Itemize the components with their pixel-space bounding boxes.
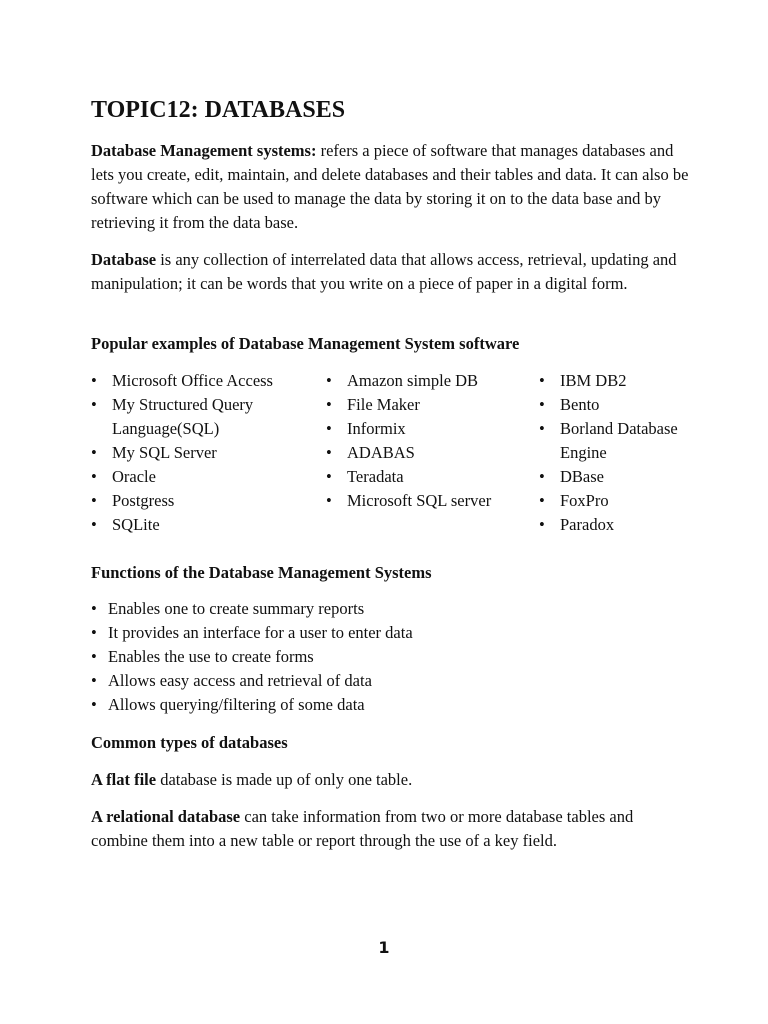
functions-heading: Functions of the Database Management Systems	[91, 563, 432, 582]
list-item: • Informix	[326, 417, 526, 441]
list-item: • Borland Database Engine	[539, 417, 699, 465]
relational-term: A relational database	[91, 807, 241, 826]
examples-heading: Popular examples of Database Management System software	[91, 334, 520, 353]
list-item: • Paradox	[539, 513, 699, 537]
flat-file-term: A flat file	[91, 770, 157, 789]
list-item: • Teradata	[326, 465, 526, 489]
list-item: • FoxPro	[539, 489, 699, 513]
database-term: Database	[91, 250, 157, 269]
types-heading: Common types of databases	[91, 733, 288, 752]
flat-file-text: database is made up of only one table.	[156, 770, 413, 789]
list-item: • Bento	[539, 393, 699, 417]
functions-list	[91, 597, 591, 717]
relational-definition	[91, 805, 691, 853]
list-item: • My Structured Query Language(SQL)	[91, 393, 303, 441]
dbms-text: refers a piece of software that manages databases and lets you create, edit, maintain, and delete databases and their tables and data. It can also be software which can be used to manage the data by storing it on to the data base and by retrieving it from the data base.	[91, 141, 689, 232]
list-item: • Enables one to create summary reports	[91, 597, 591, 621]
page-number: 1	[378, 938, 390, 957]
list-item: • It provides an interface for a user to enter data	[91, 621, 591, 645]
list-item: • SQLite	[91, 513, 303, 537]
list-item: • IBM DB2	[539, 369, 699, 393]
list-item: • Postgress	[91, 489, 303, 513]
list-item: • Oracle	[91, 465, 303, 489]
database-definition	[91, 248, 691, 296]
examples-list-col1	[91, 369, 303, 537]
examples-list-col2	[326, 369, 526, 513]
flat-file-definition	[91, 768, 691, 792]
page-title: TOPIC12: DATABASES	[91, 97, 346, 123]
list-item: • Enables the use to create forms	[91, 645, 591, 669]
list-item: • DBase	[539, 465, 699, 489]
list-item: • Allows querying/filtering of some data	[91, 693, 591, 717]
relational-text: can take information from two or more database tables and combine them into a new table or report through the use of a key field.	[91, 807, 634, 850]
database-text: is any collection of interrelated data that allows access, retrieval, updating and manipulation; it can be words that you write on a piece of paper in a digital form.	[91, 250, 677, 293]
list-item: • File Maker	[326, 393, 526, 417]
list-item: • ADABAS	[326, 441, 526, 465]
list-item: • My SQL Server	[91, 441, 303, 465]
list-item: • Microsoft Office Access	[91, 369, 303, 393]
dbms-definition	[91, 139, 691, 235]
list-item: • Amazon simple DB	[326, 369, 526, 393]
list-item: • Allows easy access and retrieval of data	[91, 669, 591, 693]
list-item: • Microsoft SQL server	[326, 489, 526, 513]
examples-list-col3	[539, 369, 699, 537]
dbms-term: Database Management systems:	[91, 141, 317, 160]
